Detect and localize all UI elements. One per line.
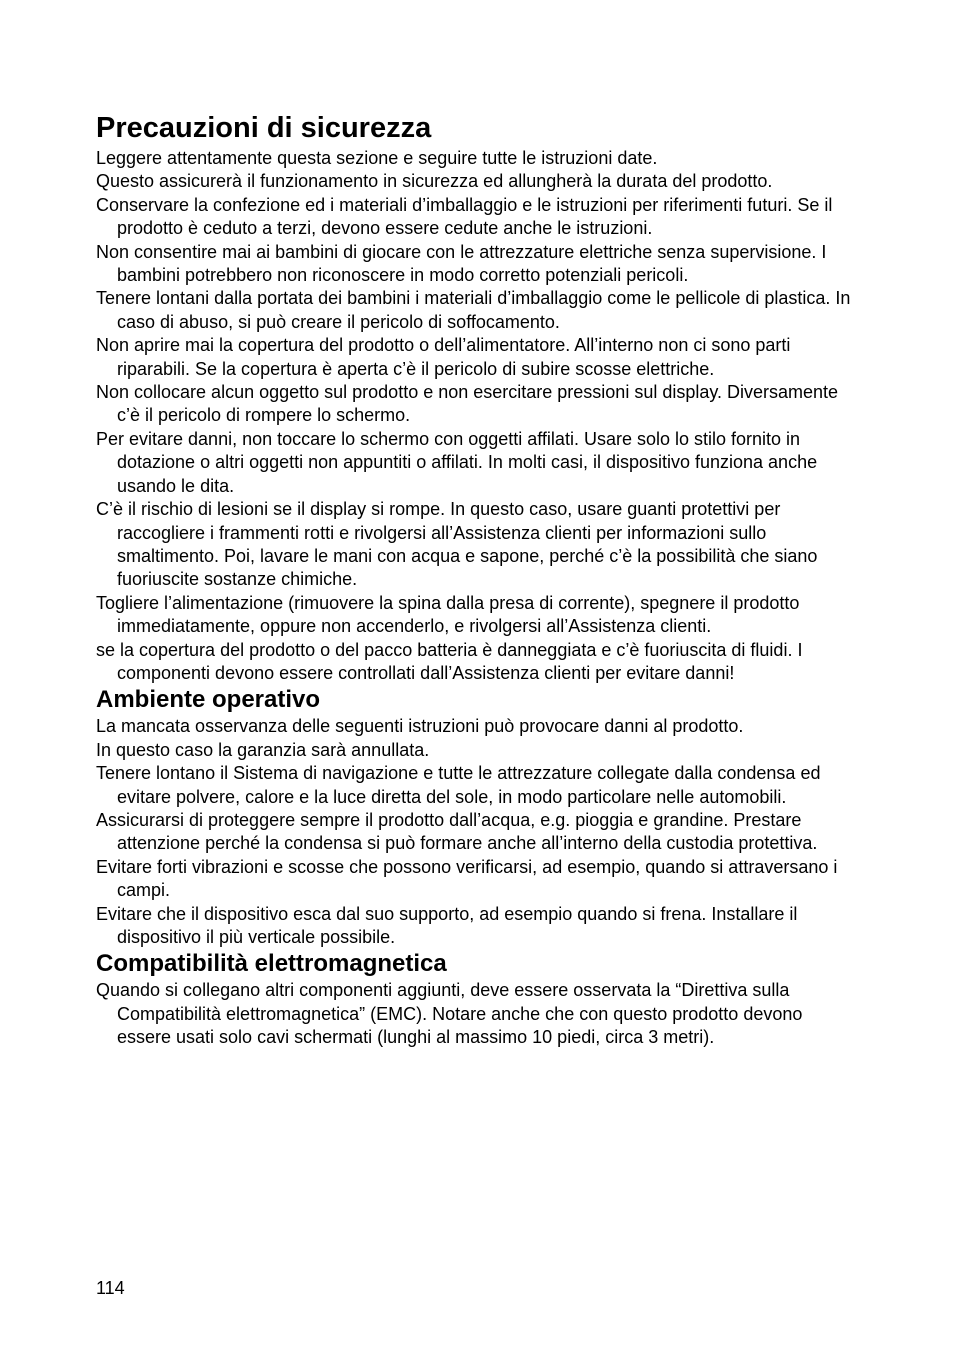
paragraph: Tenere lontani dalla portata dei bambini i materiali d’imballaggio come le pellicole di plastica. In caso di abuso, si può creare il pericolo di soffocamento. — [96, 288, 851, 332]
heading-operating-environment: Ambiente operativo — [96, 686, 321, 714]
page-content — [96, 110, 861, 1050]
paragraph: Evitare forti vibrazioni e scosse che possono verificarsi, ad esempio, quando si attraversano i campi. — [96, 856, 838, 901]
paragraph: Togliere l’alimentazione (rimuovere la spina dalla presa di corrente), spegnere il prodotto immediatamente, oppure non accenderlo, e rivolgersi all’Assistenza clienti. — [96, 592, 800, 637]
paragraph: In questo caso la garanzia sarà annullata. — [96, 739, 430, 760]
paragraph: Non consentire mai ai bambini di giocare con le attrezzature elettriche senza supervisione. I bambini potrebbero non riconoscere in modo corretto potenziali pericoli. — [96, 241, 827, 286]
heading-safety-precautions: Precauzioni di sicurezza — [96, 112, 432, 144]
paragraph: se la copertura del prodotto o del pacco batteria è danneggiata e c’è fuoriuscita di fluidi. I componenti devono essere controllati dall’Assistenza clienti per evitare danni! — [96, 639, 803, 683]
heading-electromagnetic-compatibility: Compatibilità elettromagnetica — [96, 950, 447, 978]
paragraph: Per evitare danni, non toccare lo schermo con oggetti affilati. Usare solo lo stilo fornito in dotazione o altri oggetti non appuntiti o affilati. In molti casi, il dispositivo funziona anche usando le dita. — [96, 428, 818, 496]
paragraph: La mancata osservanza delle seguenti istruzioni può provocare danni al prodotto. — [96, 716, 744, 737]
paragraph: Assicurarsi di proteggere sempre il prodotto dall’acqua, e.g. pioggia e grandine. Prestare attenzione perché la condensa si può formare anche all’interno della custodia protettiva. — [96, 809, 818, 854]
paragraph: Conservare la confezione ed i materiali d’imballaggio e le istruzioni per riferimenti futuri. Se il prodotto è ceduto a terzi, devono essere cedute anche le istruzioni. — [96, 194, 833, 239]
paragraph: C’è il rischio di lesioni se il display si rompe. In questo caso, usare guanti protettivi per raccogliere i frammenti rotti e rivolgersi all’Assistenza clienti per informazioni sullo smaltimento. Poi, lavare le mani con acqua e sapone, perché c’è la possibilità che siano fuoriuscite sostanze chimiche. — [96, 499, 818, 590]
paragraph: Evitare che il dispositivo esca dal suo supporto, ad esempio quando si frena. Installare il dispositivo il più verticale possibile. — [96, 903, 798, 947]
page-number: 114 — [96, 1278, 125, 1298]
paragraph: Non collocare alcun oggetto sul prodotto e non esercitare pressioni sul display. Diversamente c’è il pericolo di rompere lo schermo. — [96, 382, 839, 426]
paragraph: Leggere attentamente questa sezione e seguire tutte le istruzioni date. — [96, 148, 658, 168]
paragraph: Quando si collegano altri componenti aggiunti, deve essere osservata la “Direttiva sulla Compatibilità elettromagnetica” (EMC). Notare anche che con questo prodotto devono essere usati solo cavi schermati (lunghi al massimo 10 piedi, circa 3 metri). — [96, 980, 803, 1048]
paragraph: Tenere lontano il Sistema di navigazione e tutte le attrezzature collegate dalla condensa ed evitare polvere, calore e la luce diretta del sole, in modo particolare nelle automobili. — [96, 763, 821, 807]
paragraph: Questo assicurerà il funzionamento in sicurezza ed allungherà la durata del prodotto. — [96, 171, 773, 192]
paragraph: Non aprire mai la copertura del prodotto o dell’alimentatore. All’interno non ci sono parti riparabili. Se la copertura è aperta c’è il pericolo di subire scosse elettriche. — [96, 335, 791, 379]
